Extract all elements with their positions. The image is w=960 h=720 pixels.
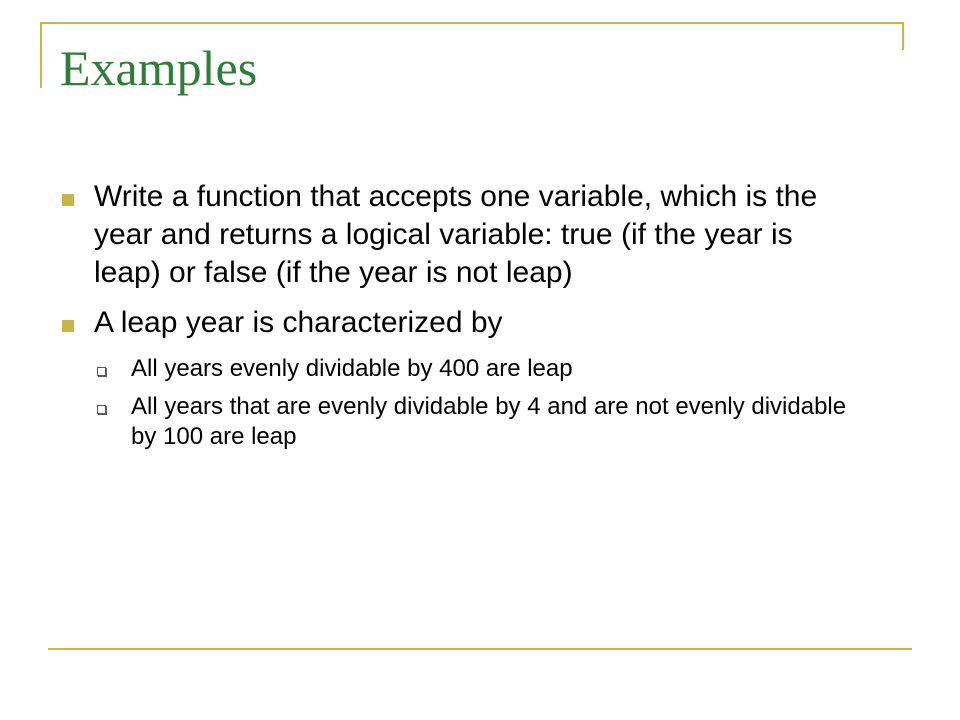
square-bullet-icon	[60, 178, 94, 216]
square-bullet-icon	[60, 304, 94, 342]
hollow-square-bullet-icon	[95, 392, 131, 422]
bullet-text: Write a function that accepts one variable, which is the year and returns a logical variable: true (if the year is leap) or false (if the year is not leap)	[94, 180, 818, 289]
sub-bullet-text: All years that are evenly dividable by 4 and are not evenly dividable by 100 are leap	[131, 393, 847, 450]
hollow-square-bullet-icon	[95, 354, 131, 384]
frame-right-rule	[902, 22, 904, 50]
frame-left-rule	[40, 22, 42, 88]
sub-bullet-text: All years evenly dividable by 400 are leap	[131, 355, 573, 382]
slide-title: Examples	[60, 40, 258, 96]
sub-bullet-item	[95, 392, 860, 452]
bullet-item	[60, 304, 860, 342]
frame-bottom-rule	[48, 648, 912, 650]
bullet-text: A leap year is characterized by	[94, 306, 503, 339]
slide-content	[60, 178, 860, 460]
sub-bullet-item	[95, 354, 860, 384]
bullet-item	[60, 178, 860, 292]
frame-top-rule	[40, 22, 904, 24]
